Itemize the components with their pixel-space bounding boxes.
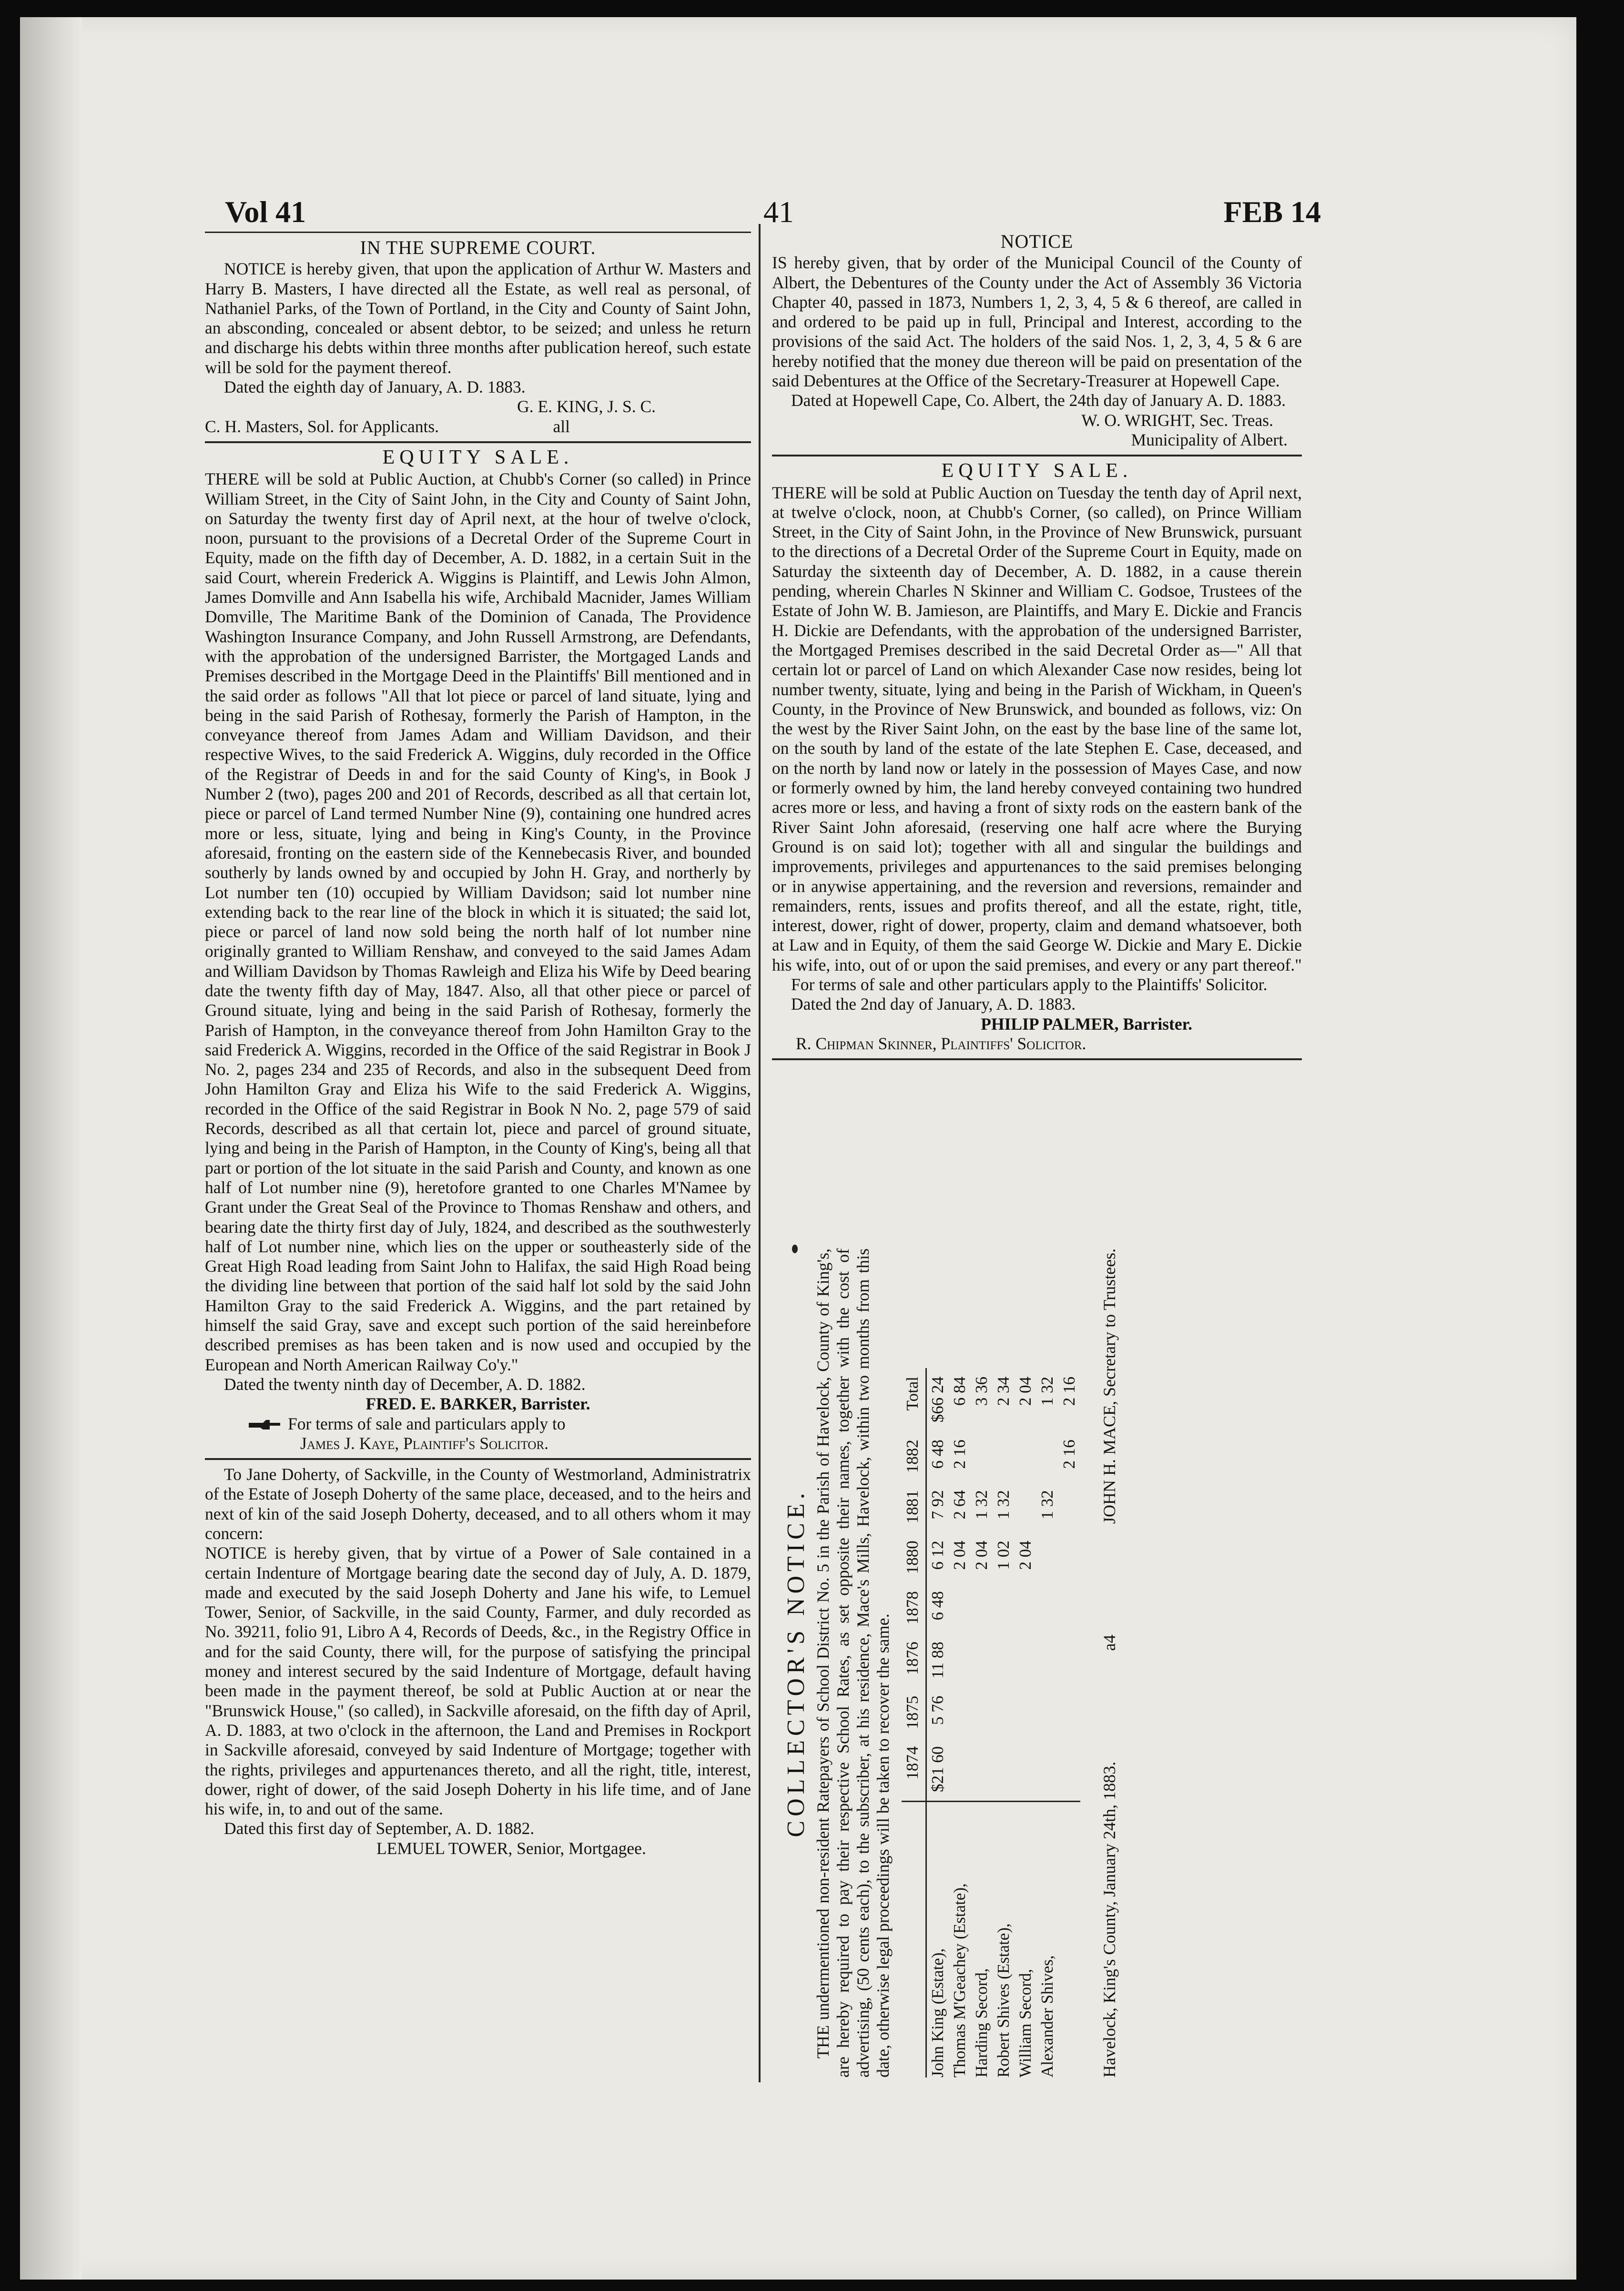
- insertion-code: all: [553, 416, 570, 436]
- solicitor-name: James J. Kaye, Plaintiff's Solicitor.: [300, 1433, 549, 1453]
- rate-cell: 1 32: [994, 1490, 1013, 1520]
- collectors-notice: [782, 1239, 1301, 2078]
- rate-cell: 3 36: [972, 1377, 991, 1406]
- notice-title: NOTICE: [1000, 231, 1074, 252]
- page-spine-shadow: [20, 17, 82, 2280]
- rate-cell: 1 02: [994, 1541, 1013, 1570]
- notice-footer: [1099, 1248, 1119, 2078]
- table-row: [926, 1368, 949, 2078]
- section-rule: [205, 1458, 751, 1460]
- rate-cell: [993, 1582, 1015, 1633]
- section-rule: [205, 441, 751, 443]
- solicitor-name: C. H. Masters, Sol. for Applicants.: [205, 416, 439, 436]
- section-rule: [772, 1058, 1302, 1060]
- rate-cell: 1 32: [1038, 1377, 1056, 1406]
- equity-sale-dickie: [772, 461, 1302, 1054]
- ratepayer-cell: [1058, 1802, 1080, 2078]
- collector-signature: JOHN H. MACE, Secretary to Trustees.: [1100, 1248, 1119, 1524]
- rate-cell: 2 16: [1060, 1377, 1078, 1406]
- section-rule: [772, 455, 1302, 456]
- rate-cell: [993, 1687, 1015, 1738]
- rate-cell: 1881: [902, 1481, 926, 1532]
- rate-cell: [971, 1738, 993, 1802]
- rate-cell: 1 32: [1038, 1490, 1056, 1520]
- rate-cell: [1058, 1738, 1080, 1802]
- rate-cell: [1036, 1582, 1058, 1633]
- rate-cell: 6 12: [928, 1541, 947, 1570]
- rate-cell: 7 92: [928, 1490, 947, 1520]
- rate-cell: $21 60: [926, 1738, 949, 1802]
- notice-dated: Dated this first day of September, A. D. 1882.: [224, 1819, 535, 1838]
- rotated-notice-content: [782, 1248, 1296, 2078]
- doherty-mortgage-sale: [205, 1465, 751, 1858]
- notice-body: NOTICE is hereby given, that upon the application of Arthur W. Masters and Harry B. Masters, I have directed all the Estate, as well real as personal, of Nathaniel Parks, of the Town of Portland, in the City and County of Saint John, an absconding, concealed or absent debtor, to be seized; and unless he return and discharge his debts within three months after publication hereof, such estate will be sold for the payment thereof.: [205, 259, 751, 377]
- table-row: [971, 1368, 993, 2078]
- rate-cell: [1058, 1481, 1080, 1532]
- rate-cell: 1882: [902, 1431, 926, 1481]
- rate-cell: Total: [902, 1368, 926, 1431]
- notice-dated: Dated at Hopewell Cape, Co. Albert, the 24th day of January A. D. 1883.: [791, 391, 1286, 410]
- rate-cell: 2 16: [1060, 1439, 1078, 1469]
- right-column: [772, 232, 1302, 1065]
- treasurer-signature: W. O. WRIGHT, Sec. Treas.: [1081, 410, 1273, 430]
- rate-cell: [1015, 1431, 1036, 1481]
- rate-cell: 1874: [902, 1738, 926, 1802]
- ratepayer-cell: Robert Shives (Estate),: [994, 1923, 1013, 2078]
- table-row: [1036, 1368, 1058, 2078]
- ratepayer-cell: Alexander Shives,: [1038, 1955, 1056, 2078]
- rate-cell: [1015, 1582, 1036, 1633]
- notice-title: EQUITY SALE.: [941, 460, 1133, 482]
- school-rates-table: [902, 1368, 1080, 2078]
- rate-cell: 1876: [902, 1633, 926, 1687]
- page-number: 41: [763, 195, 794, 229]
- rate-cell: [1015, 1738, 1036, 1802]
- terms-line: For terms of sale and other particulars apply to the Plaintiffs' Solicitor.: [791, 974, 1268, 994]
- solicitor-name: R. Chipman Skinner, Plaintiffs' Solicitor.: [796, 1034, 1086, 1053]
- rate-cell: 2 16: [950, 1439, 969, 1469]
- rate-cell: [993, 1738, 1015, 1802]
- running-header: [225, 194, 1321, 237]
- table-row: [993, 1368, 1015, 2078]
- rate-cell: [1036, 1633, 1058, 1687]
- rate-cell: 6 48: [928, 1439, 947, 1469]
- treasurer-organization: Municipality of Albert.: [1131, 430, 1288, 449]
- rate-cell: [1058, 1532, 1080, 1582]
- notice-body: THERE will be sold at Public Auction on Tuesday the tenth day of April next, at twelve o'clock, noon, at Chubb's Corner, (so called), on Prince William Street, in the City of Saint John, in the Province of New Brunswick, pursuant to the directions of a Decretal Order of the Supreme Court in Equity, made on Saturday the sixteenth day of December, A. D. 1882, in a cause therein pending, wherein Charles N Skinner and William C. Godsoe, Trustees of the Estate of John W. B. Jamieson, are Plaintiffs, and Mary E. Dickie and Francis H. Dickie are Defendants, with the approbation of the undersigned Barrister, the Mortgaged Premises described in the said Decretal Order as—" All that certain lot or parcel of Land on which Alexander Case now resides, being lot number twenty, situate, lying and being in the Parish of Wickham, in Queen's County, in the Province of New Brunswick, and bounded as follows, viz: On the west by the River Saint John, on the east by the base line of the same lot, on the south by land of the estate of the late Stephen E. Case, deceased, and on the north by land now or lately in the possession of Mayes Case, and now or formerly owned by him, the land hereby conveyed containing two hundred acres more or less, and having a front of sixty rods on the eastern bank of the River Saint John aforesaid, (reserving one half acre where the Burying Ground is on said lot); together with all and singular the buildings and improvements, privileges and appurtenances to the said premises belonging or in anywise appertaining, and the reversion and reversions, remainder and remainders, rents, issues and profits thereof, and all the estate, right, title, interest, dower, right of dower, property, claim and demand whatsoever, both at Law and in Equity, of them the said George W. Dickie and Mary E. Dickie his wife, into, out of or upon the said premises, and every or any part thereof.": [772, 483, 1302, 974]
- rate-cell: [993, 1633, 1015, 1687]
- ratepayer-cell: William Secord,: [1016, 1969, 1035, 2078]
- ratepayer-cell: [902, 1802, 926, 2078]
- volume-label: Vol 41: [225, 195, 306, 229]
- notice-title: EQUITY SALE.: [382, 446, 574, 468]
- terms-line: For terms of sale and particulars apply to: [288, 1414, 566, 1433]
- equity-sale-wiggins: [205, 448, 751, 1453]
- albert-debenture-notice: [772, 232, 1302, 450]
- rate-cell: [1036, 1431, 1058, 1481]
- ratepayer-cell: Thomas M'Geachey (Estate),: [950, 1883, 969, 2078]
- notice-address: To Jane Doherty, of Sackville, in the County of Westmorland, Administratrix of the Estate of Joseph Doherty of the same place, deceased, and to the heirs and next of kin of the said Joseph Doherty, deceased, and to all others whom it may concern:: [205, 1465, 751, 1543]
- barrister-signature: FRED. E. BARKER, Barrister.: [365, 1394, 590, 1414]
- solicitor-line: [205, 417, 751, 436]
- mortgagee-signature: LEMUEL TOWER, Senior, Mortgagee.: [376, 1838, 646, 1858]
- supreme-court-notice: [205, 238, 751, 436]
- rate-cell: [993, 1431, 1015, 1481]
- rate-cell: 5 76: [928, 1695, 947, 1725]
- rate-cell: [971, 1431, 993, 1481]
- rate-cell: [949, 1738, 971, 1802]
- table-row: [949, 1368, 971, 2078]
- notice-title: IN THE SUPREME COURT.: [360, 237, 596, 258]
- pointing-hand-icon: [248, 1419, 281, 1431]
- rate-cell: 1880: [902, 1532, 926, 1582]
- rate-cell: [1058, 1633, 1080, 1687]
- rate-cell: [1036, 1532, 1058, 1582]
- rate-cell: [949, 1633, 971, 1687]
- rate-cell: [1015, 1687, 1036, 1738]
- rate-cell: [1015, 1633, 1036, 1687]
- rate-cell: [971, 1633, 993, 1687]
- barrister-signature: PHILIP PALMER, Barrister.: [981, 1014, 1192, 1034]
- rate-cell: 1 32: [972, 1490, 991, 1520]
- notice-title: COLLECTOR'S NOTICE.: [782, 1489, 810, 1837]
- rate-cell: 1875: [902, 1687, 926, 1738]
- rate-cell: 1878: [902, 1582, 926, 1633]
- table-header-row: [902, 1368, 926, 2078]
- rate-cell: [1036, 1687, 1058, 1738]
- table-row: [1015, 1368, 1036, 2078]
- notice-dated: Havelock, King's County, January 24th, 1883.: [1100, 1761, 1119, 2078]
- rate-cell: 2 64: [950, 1490, 969, 1520]
- top-rule: [205, 232, 751, 233]
- rate-cell: 11 88: [928, 1642, 947, 1679]
- notice-body: THE undermentioned non-resident Ratepayers of School District No. 5 in the Parish of Havelock, County of King's, are hereby required to pay their respective School Rates, as set opposite their names, together with the cost of advertising, (50 cents each), to the subscriber, at his residence, Mace's Mills, Havelock, within two months from this date, otherwise legal proceedings will be taken to recover the same.: [813, 1248, 893, 2078]
- judge-signature: G. E. KING, J. S. C.: [517, 397, 656, 416]
- table-row: [1058, 1368, 1080, 2078]
- notice-dated: Dated the eighth day of January, A. D. 1883.: [224, 377, 526, 397]
- rate-cell: 6 48: [928, 1591, 947, 1621]
- ratepayer-cell: Harding Secord,: [972, 1968, 991, 2078]
- rate-cell: 2 04: [1016, 1377, 1035, 1406]
- rate-cell: 2 04: [1016, 1541, 1035, 1570]
- rate-cell: [1058, 1582, 1080, 1633]
- notice-dated: Dated the 2nd day of January, A. D. 1883.: [791, 994, 1076, 1014]
- rate-cell: 2 34: [994, 1377, 1013, 1406]
- notice-body: THERE will be sold at Public Auction, at Chubb's Corner (so called) in Prince William Street, in the City of Saint John, in the City and County of Saint John, on Saturday the twenty first day of April next, at the hour of twelve o'clock, noon, pursuant to the provisions of a Decretal Order of the Supreme Court in Equity, made on the fifth day of December, A. D. 1882, in a certain Suit in the said Court, wherein Frederick A. Wiggins is Plaintiff, and Lewis John Almon, James Domville and Ann Isabella his wife, Archibald Macnider, James William Domville, The Maritime Bank of the Dominion of Canada, The Providence Washington Insurance Company, and John Russell Armstrong, are Defendants, with the approbation of the undersigned Barrister, the Mortgaged Lands and Premises described in the Mortgage Deed in the Plaintiffs' Bill mentioned and in the said order as follows "All that lot piece or parcel of land situate, lying and being in the said Parish of Rothesay, formerly the Parish of Hampton, in the conveyance thereof from James Adam and William Davidson, and their respective Wives, to the said Frederick A. Wiggins, duly recorded in the Office of the Registrar of Deeds in and for the said County of King's, in Book J Number 2 (two), pages 200 and 201 of Records, described as all that certain lot, piece or parcel of Land termed Number Nine (9), containing one hundred acres more or less, situate, lying and being in King's County, in the Province aforesaid, fronting on the eastern side of the Kennebecasis River, and bounded southerly by lands owned by and occupied by John H. Gray, and northerly by Lot number ten (10) occupied by William Davidson; said lot number nine extending back to the rear line of the block in which it is situated; the said lot, piece or parcel of land now sold being the north half of lot number nine originally granted to William Renshaw, and conveyed to the said James Adam and William Davidson by Thomas Rawleigh and Eliza his Wife by Deed bearing date the twenty fifth day of May, 1847. Also, all that other piece or parcel of Ground situate, lying and being in the said Parish of Rothesay, formerly the Parish of Hampton, in the conveyance thereof from John Hamilton Gray to the said Frederick A. Wiggins, recorded in the Office of the said Registrar in Book J No. 2, pages 234 and 235 of Records, and also in the subsequent Deed from John Hamilton Gray and Eliza his Wife to the said Frederick A. Wiggins, recorded in the Office of the said Registrar in Book N No. 2, page 579 of said Records, described as all that certain lot, piece and parcel of ground situate, lying and being in the Parish of Hampton, in the County of King's, being all that part or portion of the lot situate in the said Parish and County, and known as one half of Lot number nine (9), heretofore granted to one Charles M'Namee by Grant under the Great Seal of the Province to Thomas Renshaw and others, and bearing date the thirty first day of July, 1824, and described as the southwesterly half of Lot number nine, which lies on the upper or southeasterly side of the Great High Road leading from Saint John to Halifax, the said High Road being the dividing line between that portion of the said half lot sold by the said John Hamilton Gray to the said Frederick A. Wiggins, and the part retained by himself the said Gray, save and except such portion of the said hereinbefore described premises as has been taken and is now used and occupied by the European and North American Railway Co'y.": [205, 469, 751, 1374]
- notice-body: NOTICE is hereby given, that by virtue of a Power of Sale contained in a certain Indenture of Mortgage bearing date the second day of July, A. D. 1879, made and executed by the said Joseph Doherty and Jane his wife, to Lemuel Tower, Senior, of Sackville, in the said County, Farmer, and duly recorded as No. 39211, folio 91, Libro A 4, Records of Deeds, &c., in the Registry Office in and for the said County, there will, for the purpose of satisfying the principal money and interest secured by the said Indenture of Mortgage, default having been made in the payment thereof, be sold at Public Auction at or near the "Brunswick House," (so called), in Sackville aforesaid, on the fifth day of April, A. D. 1883, at two o'clock in the afternoon, the Land and Premises in Rockport in Sackville aforesaid, conveyed by said Indenture of Mortgage; together with the rights, privileges and appurtenances thereto, and all the right, title, interest, dower, right of dower, of the said Joseph Doherty in his life time, and of Jane his wife, in, to and out of the same.: [205, 1543, 751, 1819]
- rate-cell: [971, 1582, 993, 1633]
- left-column: [205, 238, 751, 1858]
- insertion-code: a4: [1100, 1634, 1119, 1651]
- rate-cell: [1058, 1687, 1080, 1738]
- rate-cell: $66 24: [928, 1377, 947, 1423]
- column-divider: [759, 224, 761, 2082]
- rate-cell: [949, 1582, 971, 1633]
- issue-date: FEB 14: [1223, 195, 1321, 229]
- rate-cell: [949, 1687, 971, 1738]
- ratepayer-cell: John King (Estate),: [928, 1948, 947, 2078]
- rate-cell: [1036, 1738, 1058, 1802]
- rate-cell: 2 04: [972, 1541, 991, 1570]
- rate-cell: [1015, 1481, 1036, 1532]
- rate-cell: [971, 1687, 993, 1738]
- notice-dated: Dated the twenty ninth day of December, A. D. 1882.: [224, 1374, 586, 1394]
- rate-cell: 2 04: [950, 1541, 969, 1570]
- rate-cell: 6 84: [950, 1377, 969, 1406]
- notice-body: IS hereby given, that by order of the Municipal Council of the County of Albert, the Debentures of the County under the Act of Assembly 36 Victoria Chapter 40, passed in 1873, Numbers 1, 2, 3, 4, 5 & 6 thereof, are called in and ordered to be paid up in full, Principal and Interest, according to the provisions of the said Act. The holders of the said Nos. 1, 2, 3, 4, 5 & 6 are hereby notified that the money due thereon will be paid on presentation of the said Debentures at the Office of the Secretary-Treasurer at Hopewell Cape.: [772, 253, 1302, 391]
